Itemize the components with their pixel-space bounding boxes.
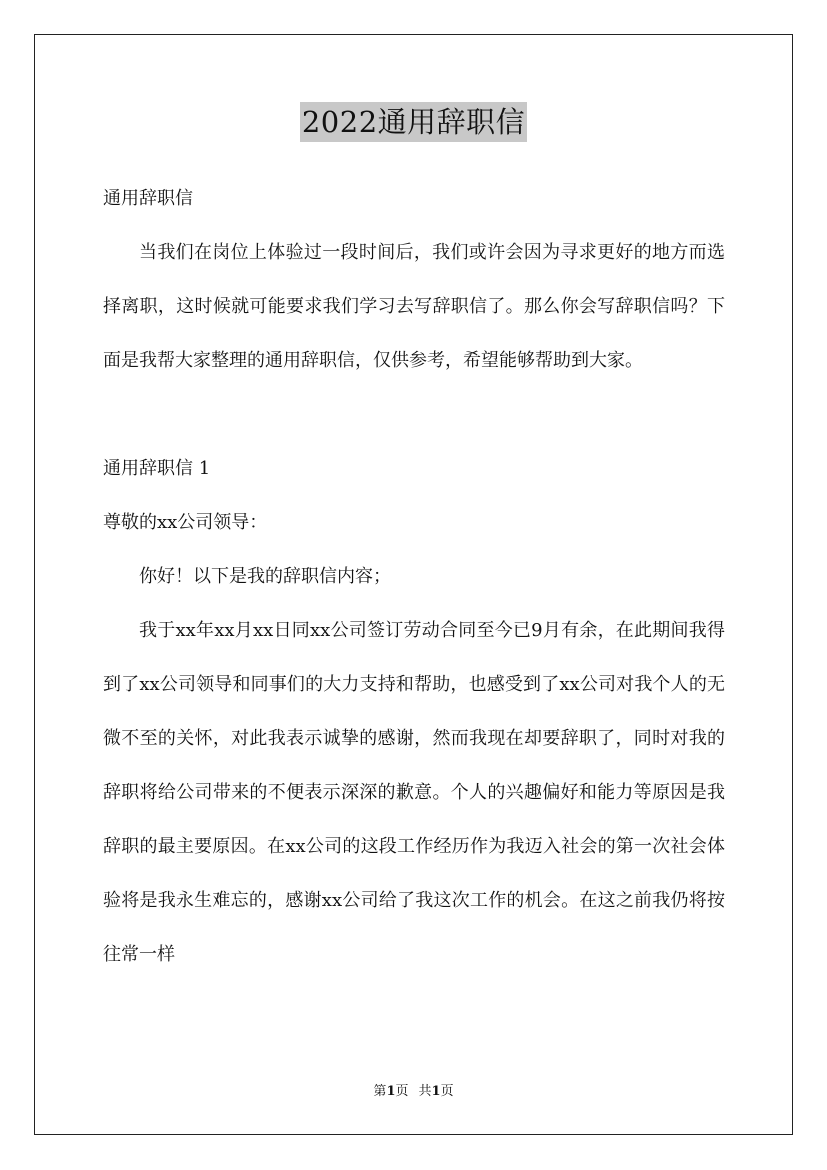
page-footer: [0, 1083, 827, 1101]
section-heading: 通用辞职信 1: [103, 458, 211, 479]
document-body: [103, 172, 725, 982]
document-title: 2022通用辞职信: [300, 102, 527, 142]
page-current: 1: [386, 1084, 396, 1099]
total-prefix: 共: [418, 1084, 432, 1099]
total-unit: 页: [440, 1084, 454, 1099]
blank-line: [103, 388, 725, 442]
subtitle: 通用辞职信: [103, 188, 193, 209]
page-total: 1: [431, 1084, 441, 1099]
title-container: [0, 102, 827, 142]
salutation: 尊敬的xx公司领导：: [103, 512, 268, 533]
greeting-paragraph: 你好！以下是我的辞职信内容；: [139, 566, 391, 587]
page-unit: 页: [395, 1084, 409, 1099]
body-paragraph: 我于xx年xx月xx日同xx公司签订劳动合同至今已9月有余，在此期间我得到了xx公司领导和同事们的大力支持和帮助，也感受到了xx公司对我个人的无微不至的关怀，对此我表示诚挚的感谢，然而我现在却要辞职了，同时对我的辞职将给公司带来的不便表示深深的歉意。个人的兴趣偏好和能力等原因是我辞职的最主要原因。在xx公司的这段工作经历作为我迈入社会的第一次社会体验将是我永生难忘的，感谢xx公司给了我这次工作的机会。在这之前我仍将按往常一样: [103, 620, 725, 965]
intro-paragraph: 当我们在岗位上体验过一段时间后，我们或许会因为寻求更好的地方而选择离职，这时候就可能要求我们学习去写辞职信了。那么你会写辞职信吗？下面是我帮大家整理的通用辞职信，仅供参考，希望能够帮助到大家。: [103, 242, 725, 371]
page-prefix: 第: [373, 1084, 387, 1099]
